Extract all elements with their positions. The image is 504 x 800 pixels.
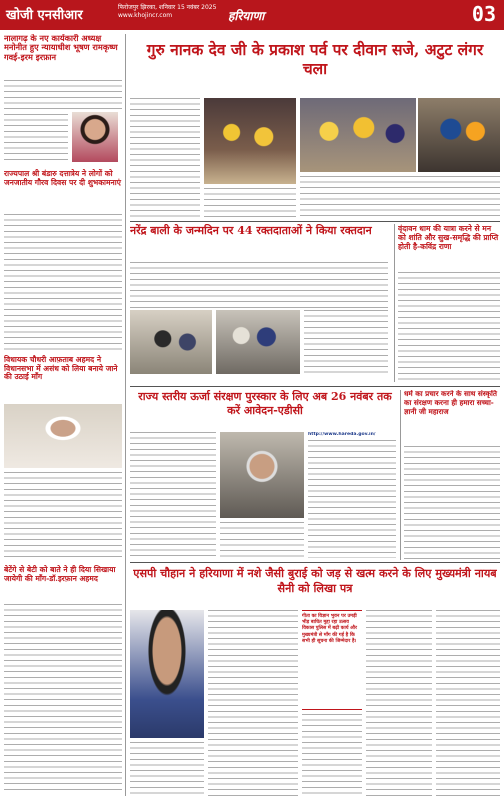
main-story-photo2 [300, 98, 416, 172]
right-headline: वृंदावन धाम की यात्रा करने से मन को शांति और सुख-समृद्धि की प्राप्ति होती है-कविंद्र राणा [398, 224, 499, 252]
website: www.khojincr.com [118, 12, 173, 19]
article-left4-headline: बेटेंगे से बेटी को बाते ने ही दिया सिखाया जायेगी की माँग-डॉ.इरफ़ान अहमद [4, 565, 116, 583]
article-left2-headline: राज्यपाल श्री बंडारु दत्तात्रेय ने लोगों को जनजातीय गौरव दिवस पर दी शुभकामनाएं [4, 169, 121, 187]
center-story-text2 [220, 522, 304, 558]
second-story-text [130, 262, 388, 308]
article-left3-text [4, 472, 122, 560]
article-left2-text [4, 214, 122, 350]
main-story-photo3 [418, 98, 500, 172]
main-story-photo1 [204, 98, 296, 184]
article-left4-text [4, 604, 122, 794]
article-left3-photo [4, 404, 122, 468]
main-story-text-col1 [130, 98, 200, 218]
column-divider [125, 34, 126, 796]
second-story-text2 [304, 310, 388, 374]
column-divider-right [394, 224, 395, 382]
bottom-story-text5 [436, 610, 500, 796]
article-left1-text [4, 80, 122, 112]
page-number: 03 [471, 2, 496, 26]
article-left1-photo [72, 112, 118, 162]
bottom-story-text2 [208, 610, 298, 796]
center-story-text1 [130, 432, 216, 558]
masthead [0, 0, 504, 30]
second-story-photo2 [216, 310, 300, 374]
article-left3-headline: विधायक चौधरी आफ़ताब अहमद ने विधानसभा में असंध को लिया बनाये जाने की उठाई माँग [4, 355, 118, 382]
second-story [130, 224, 392, 264]
bottom-story [130, 566, 500, 606]
main-story-text-col3 [300, 176, 500, 218]
bottom-headline: एसपी चौहान ने हरियाणा में नशे जैसी बुराई को जड़ से खत्म करने के लिए मुख्यमंत्री नायब सैनी को लिखा पत्र [133, 566, 497, 595]
edition-date: फिरोजपुर झिरका, शनिवार 15 नवंबर 2025 [118, 4, 217, 11]
center-story-col3 [308, 432, 396, 558]
center-story [130, 390, 400, 430]
main-headline: गुरु नानक देव जी के प्रकाश पर्व पर दीवान सजे, अटुट लंगर चला [146, 40, 484, 78]
section-divider [130, 221, 500, 222]
center-headline: राज्य स्तरीय ऊर्जा संरक्षण पुरस्कार के लिए अब 26 नवंबर तक करें आवेदन-एडीसी [138, 390, 392, 417]
section-divider-3 [130, 562, 500, 563]
main-story-text-col2 [204, 188, 296, 218]
left-column [4, 34, 122, 796]
bottom-story-text1 [130, 742, 204, 796]
right-story-text [398, 272, 500, 382]
bottom-story-text3 [302, 714, 362, 796]
center-story-text3 [308, 440, 396, 558]
column-divider-right-2 [400, 390, 401, 560]
bottom-story-photo [130, 610, 204, 738]
main-story [130, 34, 500, 96]
pullquote: गीता का विज्ञान भुवन पर उमड़ी भीड़ बाधित मुद्दा रहा उत्सव विकास पुलिस में बढ़ी कार्य और मुख्यमंत्री से माँग की गई है कि सभी ही सूचना की जिम्मेदार है। [302, 613, 358, 644]
right2-story [404, 390, 500, 436]
right2-story-text [404, 446, 500, 560]
second-story-photo1 [130, 310, 212, 374]
article-left1-headline: नालागढ़ के नए कार्यकारी अध्यक्ष मनोनीत हुए न्यायाधीश भूषण रामकृष्ण गवई-इरम इरफ़ान [4, 34, 118, 62]
section-title: हरियाणा [228, 9, 265, 23]
pullquote-box [302, 610, 362, 710]
right2-headline: धर्म का प्रचार करने के साथ संस्कृति का संरक्षण करना ही हमारा सच्चा-ज्ञानी जी महाराज [404, 390, 497, 416]
center-story-photo [220, 432, 304, 518]
bottom-story-text4 [366, 610, 432, 796]
paper-name: खोजी एनसीआर [6, 8, 83, 23]
second-headline: नरेंद्र बाली के जन्मदिन पर 44 रक्तदाताओं ने किया रक्तदान [130, 224, 372, 237]
section-divider-2 [130, 386, 500, 387]
masthead-meta [118, 4, 216, 20]
article-left1-text2 [4, 114, 68, 162]
website-link[interactable]: http://www.hareda.gov.in/ [308, 432, 376, 437]
